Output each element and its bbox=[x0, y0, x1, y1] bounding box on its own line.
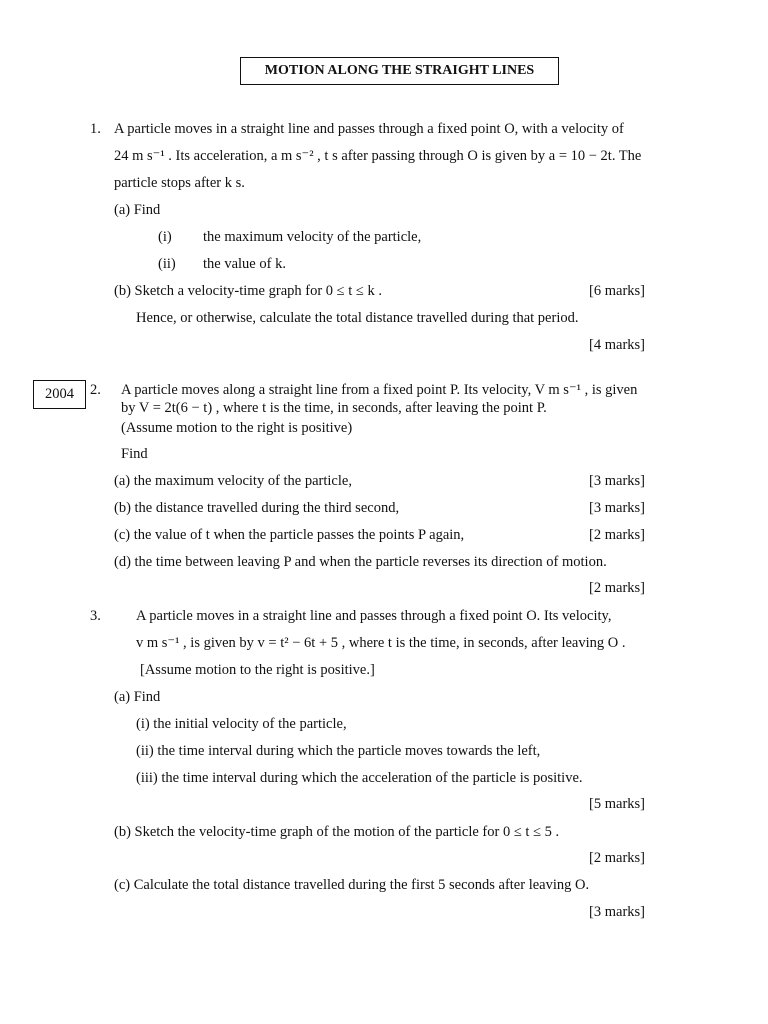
question-2-part-b-marks: [3 marks] bbox=[589, 500, 645, 516]
question-1-hence-marks: [4 marks] bbox=[589, 337, 645, 353]
question-3-line-3: [Assume motion to the right is positive.] bbox=[140, 662, 375, 678]
question-3-part-c-text: (c) Calculate the total distance travelled during the first 5 seconds after leaving O. bbox=[114, 877, 590, 893]
question-2-part-c-marks: [2 marks] bbox=[589, 527, 645, 543]
question-3-number: 3. bbox=[90, 608, 101, 624]
question-3-part-a-iii: (iii) the time interval during which the acceleration of the particle is positive. bbox=[136, 770, 583, 786]
question-2-part-d-marks: [2 marks] bbox=[589, 580, 645, 596]
question-3-part-b-text: (b) Sketch the velocity-time graph of the motion of the particle for 0 ≤ t ≤ 5 . bbox=[114, 824, 560, 840]
question-3-line-1: A particle moves in a straight line and passes through a fixed point O. Its velocity, bbox=[136, 608, 612, 624]
question-3-part-a-label: (a) Find bbox=[114, 689, 161, 705]
question-2-line-2: by V = 2t(6 − t) , where t is the time, in seconds, after leaving the point P. bbox=[121, 400, 547, 416]
question-3-line-2: v m s⁻¹ , is given by v = t² − 6t + 5 , where t is the time, in seconds, after leaving O . bbox=[136, 635, 626, 651]
question-1-line-1: A particle moves in a straight line and passes through a fixed point O, with a velocity of bbox=[114, 121, 624, 137]
question-3-part-b-marks: [2 marks] bbox=[589, 850, 645, 866]
question-3-part-a-i: (i) the initial velocity of the particle, bbox=[136, 716, 347, 732]
question-1-line-3: particle stops after k s. bbox=[114, 175, 245, 191]
question-1-number: 1. bbox=[90, 121, 101, 137]
question-1-part-a-ii-number: (ii) bbox=[158, 256, 176, 272]
question-2-part-c-text: (c) the value of t when the particle passes the points P again, bbox=[114, 527, 465, 543]
question-1-part-a-ii-text: the value of k. bbox=[203, 256, 286, 272]
year-label: 2004 bbox=[33, 380, 86, 409]
question-2-line-1: A particle moves along a straight line from a fixed point P. Its velocity, V m s⁻¹ , is given bbox=[121, 382, 638, 398]
question-1-part-a-label: (a) Find bbox=[114, 202, 161, 218]
question-2-part-b-text: (b) the distance travelled during the third second, bbox=[114, 500, 400, 516]
question-2-part-d-text: (d) the time between leaving P and when the particle reverses its direction of motion. bbox=[114, 554, 607, 570]
question-3-part-c-marks: [3 marks] bbox=[589, 904, 645, 920]
question-2-find-label: Find bbox=[121, 446, 148, 462]
question-1-part-a-i-text: the maximum velocity of the particle, bbox=[203, 229, 422, 245]
question-2-part-a-marks: [3 marks] bbox=[589, 473, 645, 489]
question-2-part-a-text: (a) the maximum velocity of the particle, bbox=[114, 473, 352, 489]
question-3-part-a-ii: (ii) the time interval during which the particle moves towards the left, bbox=[136, 743, 541, 759]
question-2-line-3: (Assume motion to the right is positive) bbox=[121, 420, 353, 436]
question-3-part-a-marks: [5 marks] bbox=[589, 796, 645, 812]
question-1-part-a-i-number: (i) bbox=[158, 229, 172, 245]
question-1-part-b-marks: [6 marks] bbox=[589, 283, 645, 299]
question-1-part-b-text: (b) Sketch a velocity-time graph for 0 ≤ t ≤ k . bbox=[114, 283, 382, 299]
question-1-line-2: 24 m s⁻¹ . Its acceleration, a m s⁻² , t s after passing through O is given by a = 10 − 2t. The bbox=[114, 148, 642, 164]
page-title: MOTION ALONG THE STRAIGHT LINES bbox=[240, 57, 559, 85]
question-1-hence-text: Hence, or otherwise, calculate the total distance travelled during that period. bbox=[136, 310, 579, 326]
question-2-number: 2. bbox=[90, 382, 101, 398]
